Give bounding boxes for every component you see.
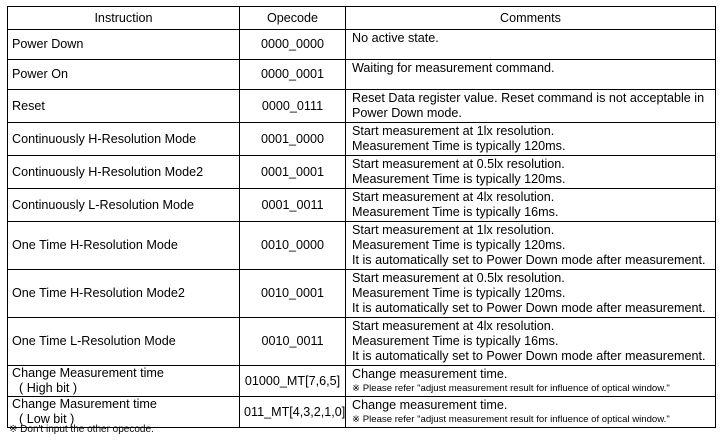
comment-line: Measurement Time is typically 120ms. — [352, 172, 566, 186]
comments-cell — [346, 156, 716, 189]
instruction-line: Power Down — [12, 37, 84, 51]
comment-line: Measurement Time is typically 120ms. — [352, 139, 566, 153]
instruction-cell — [8, 222, 240, 270]
comments-cell — [346, 90, 716, 123]
comments-cell — [346, 60, 716, 90]
opecode-cell: 0000_0111 — [240, 90, 346, 123]
header-row — [8, 7, 716, 30]
comments-cell — [346, 222, 716, 270]
instruction-cell — [8, 60, 240, 90]
comments-cell — [346, 189, 716, 222]
opecode-cell: 0001_0011 — [240, 189, 346, 222]
comment-line: It is automatically set to Power Down mode after measurement. — [352, 253, 706, 267]
comment-note: ※ Please refer "adjust measurement result for influence of optical window." — [352, 383, 670, 394]
instruction-cell — [8, 123, 240, 156]
instruction-line: Continuously H-Resolution Mode — [12, 131, 197, 146]
instruction-cell — [8, 156, 240, 189]
table-body — [8, 30, 716, 428]
instruction-cell — [8, 318, 240, 366]
opecode-cell: 0000_0001 — [240, 60, 346, 90]
table-row — [8, 366, 716, 397]
opecode-cell: 0001_0000 — [240, 123, 346, 156]
opecode-cell: 0010_0011 — [240, 318, 346, 366]
instruction-cell — [8, 90, 240, 123]
instruction-table — [7, 6, 716, 428]
instruction-line: ( High bit ) — [12, 381, 78, 395]
opecode-cell: 0001_0001 — [240, 156, 346, 189]
comment-line: Power Down mode. — [352, 106, 462, 120]
instruction-line: Continuously L-Resolution Mode — [12, 197, 195, 212]
comment-line: Change measurement time. — [352, 398, 508, 412]
footnote: ※ Don't input the other opecode. — [9, 424, 154, 435]
instruction-line: One Time H-Resolution Mode — [12, 238, 178, 252]
comment-line: Measurement Time is typically 16ms. — [352, 205, 559, 219]
comment-line: No active state. — [352, 31, 439, 45]
comments-cell — [346, 397, 716, 428]
opecode-cell: 0010_0001 — [240, 270, 346, 318]
instruction-cell — [8, 366, 240, 397]
instruction-line: Change Measurement time — [12, 366, 164, 380]
comment-line: Measurement Time is typically 120ms. — [352, 286, 566, 300]
comment-line: Measurement Time is typically 120ms. — [352, 238, 566, 252]
opecode-cell: 011_MT[4,3,2,1,0] — [240, 397, 346, 428]
table-row — [8, 30, 716, 60]
instruction-line: Reset — [12, 98, 45, 113]
comments-cell — [346, 318, 716, 366]
comment-line: Change measurement time. — [352, 367, 508, 381]
instruction-cell — [8, 270, 240, 318]
comment-line: Start measurement at 1lx resolution. — [352, 223, 555, 237]
instruction-line: Power On — [12, 67, 68, 81]
table-row — [8, 318, 716, 366]
table-row — [8, 90, 716, 123]
instruction-line: ( Low bit ) — [12, 412, 75, 426]
table-row — [8, 270, 716, 318]
header-comments: Comments — [346, 7, 716, 30]
table-row — [8, 189, 716, 222]
instruction-cell — [8, 189, 240, 222]
table-row — [8, 60, 716, 90]
instruction-line: One Time H-Resolution Mode2 — [12, 286, 185, 300]
header-instruction: Instruction — [8, 7, 240, 30]
instruction-cell — [8, 397, 240, 428]
comment-line: Reset Data register value. Reset command is not acceptable in — [352, 91, 705, 105]
instruction-line: Continuously H-Resolution Mode2 — [12, 164, 204, 179]
table-row — [8, 222, 716, 270]
comment-line: It is automatically set to Power Down mode after measurement. — [352, 301, 706, 315]
opecode-cell: 0000_0000 — [240, 30, 346, 60]
opecode-cell: 01000_MT[7,6,5] — [240, 366, 346, 397]
comment-line: Measurement Time is typically 16ms. — [352, 334, 559, 348]
instruction-cell — [8, 30, 240, 60]
header-opecode: Opecode — [240, 7, 346, 30]
comment-line: Start measurement at 1lx resolution. — [352, 124, 555, 138]
comment-note: ※ Please refer "adjust measurement result for influence of optical window." — [352, 414, 670, 425]
comment-line: Waiting for measurement command. — [352, 61, 555, 75]
comments-cell — [346, 366, 716, 397]
opecode-cell: 0010_0000 — [240, 222, 346, 270]
comment-line: Start measurement at 4lx resolution. — [352, 319, 555, 333]
comments-cell — [346, 123, 716, 156]
comments-cell — [346, 270, 716, 318]
comment-line: Start measurement at 4lx resolution. — [352, 190, 555, 204]
table-row — [8, 397, 716, 428]
comment-line: It is automatically set to Power Down mode after measurement. — [352, 349, 706, 363]
table-row — [8, 156, 716, 189]
table-row — [8, 123, 716, 156]
comment-line: Start measurement at 0.5lx resolution. — [352, 271, 565, 285]
comments-cell — [346, 30, 716, 60]
instruction-line: Change Masurement time — [12, 397, 157, 411]
comment-line: Start measurement at 0.5lx resolution. — [352, 157, 565, 171]
instruction-line: One Time L-Resolution Mode — [12, 334, 176, 348]
